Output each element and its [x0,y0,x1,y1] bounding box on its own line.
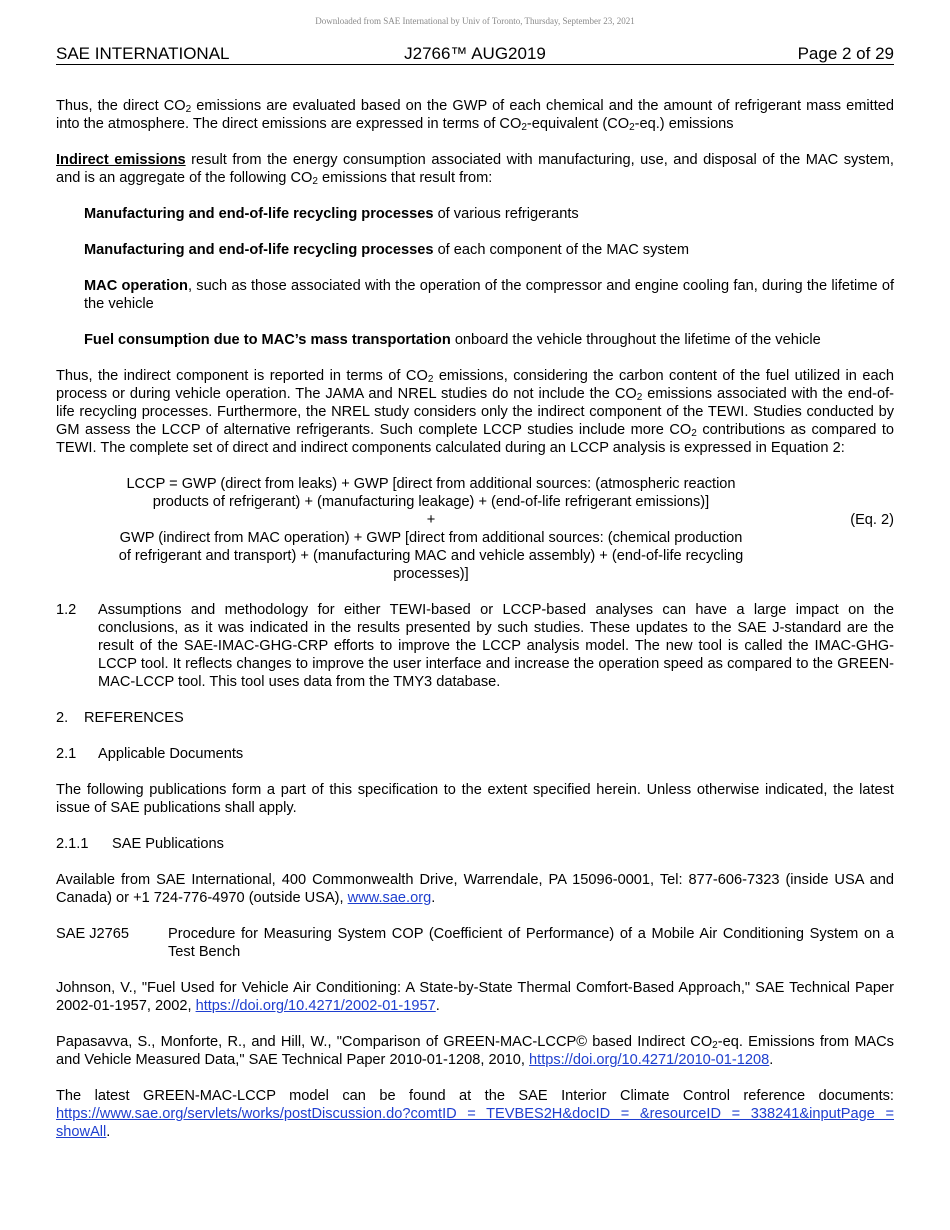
equation-label: (Eq. 2) [850,512,894,528]
reference-key: SAE J2765 [56,926,130,942]
reference-johnson: Johnson, V., "Fuel Used for Vehicle Air Conditioning: A State-by-State Thermal Comfort-Based Approach," SAE Technical Paper 2002-01-1957, 2002, https://doi.org/10.4271/2002-01-1957. [56,980,894,1014]
publisher-name: SAE INTERNATIONAL [56,44,230,63]
sae-reference-documents-link[interactable]: https://www.sae.org/servlets/works/postDiscussion.do?comtID = TEVBES2H&docID = &resourceID = 338241&inputPage = showAll [56,1106,894,1140]
page-number: Page 2 of 29 [797,44,894,63]
list-item: Manufacturing and end-of-life recycling processes of each component of the MAC system [84,242,690,258]
direct-emissions-paragraph: Thus, the direct $CO_2$ emissions are evaluated based on the GWP of each chemical and the amount of refrigerant mass emitted into the atmosphere. The direct emissions are expressed in terms of $CO_2$-equivalent $(CO_2-eq.)$ emissions [56,98,894,133]
download-watermark: Downloaded from SAE International by Univ of Toronto, Thursday, September 23, 2021 [315,16,635,26]
section-2-heading: 2. REFERENCES [56,710,184,726]
equation-2 [56,475,894,583]
indirect-emissions-term: Indirect emissions [56,152,186,168]
reference-papasavva: Papasavva, S., Monforte, R., and Hill, W., "Comparison of GREEN-MAC-LCCP© based Indirect $CO_2-eq$. Emissions from MACs and Vehicle Measured Data," SAE Technical Paper 2010-01-1208, 2010, https://doi.org/10.4271/2010-01-1208. [56,1034,894,1068]
indirect-component-paragraph: Thus, the indirect component is reported in terms of $CO_2$ emissions, considering the carbon content of the fuel utilized in each process or during vehicle operation. The JAMA and NREL studies do not include the $CO_2$ emissions associated with the end-of-life recycling processes. Furthermore, the NREL study considers only the indirect component of the TEWI. Studies conducted by GM assess the LCCP of alternative refrigerants. Such complete LCCP studies include more $CO_2$ contributions as compared to TEWI. The complete set of direct and indirect components calculated during an LCCP analysis is expressed in Equation 2: [56,368,894,456]
list-item: Fuel consumption due to MAC’s mass transportation onboard the vehicle throughout the lifetime of the vehicle [84,332,821,348]
equation-line: + [426,512,436,528]
latest-model-paragraph: The latest GREEN-MAC-LCCP model can be found at the SAE Interior Climate Control reference documents: https://www.sae.org/servlets/works/postDiscussion.do?comtID = TEVBES2H&docID = &resourceID = 338241&inputPage = showAll. [56,1088,894,1140]
availability-paragraph: Available from SAE International, 400 Commonwealth Drive, Warrendale, PA 15096-0001, Tel: 877-606-7323 (inside USA and Canada) or +1 724-776-4970 (outside USA), www.sae.org. [56,872,894,906]
reference-j2765 [56,925,894,961]
list-item: Manufacturing and end-of-life recycling processes of various refrigerants [84,206,579,222]
section-1-2 [56,601,894,691]
reference-title: Procedure for Measuring System COP (Coefficient of Performance) of a Mobile Air Conditioning System on a Test Bench [168,926,894,960]
equation-line: of refrigerant and transport) + (manufacturing MAC and vehicle assembly) + (end-of-life recycling [118,548,744,564]
sae-website-link[interactable]: www.sae.org [347,890,432,906]
equation-line: GWP (indirect from MAC operation) + GWP [direct from additional sources: (chemical production [119,530,743,546]
equation-line: processes)] [393,566,469,582]
applicable-documents-paragraph: The following publications form a part of this specification to the extent specified herein. Unless otherwise indicated, the latest issue of SAE publications shall apply. [56,782,894,816]
list-item: MAC operation, such as those associated with the operation of the compressor and engine cooling fan, during the lifetime of the vehicle [84,278,894,312]
section-2-1-1-heading: 2.1.1 SAE Publications [56,836,224,852]
johnson-doi-link[interactable]: https://doi.org/10.4271/2002-01-1957 [195,998,436,1014]
equation-line: LCCP = GWP (direct from leaks) + GWP [direct from additional sources: (atmospheric reaction [126,476,736,492]
indirect-emissions-paragraph: Indirect emissions result from the energy consumption associated with manufacturing, use, and disposal of the MAC system, and is an aggregate of the following $CO_2$ emissions that result from: [56,152,894,187]
document-number: J2766™ AUG2019 [404,44,546,63]
document-body [56,97,894,1159]
page-header [56,44,894,65]
section-2-1-heading: 2.1 Applicable Documents [56,746,244,762]
section-number: 1.2 [56,602,77,618]
papasavva-doi-link[interactable]: https://doi.org/10.4271/2010-01-1208 [529,1052,770,1068]
section-text: Assumptions and methodology for either TEWI-based or LCCP-based analyses can have a large impact on the conclusions, as it was indicated in the results presented by such studies. These updates to the SAE J-standard are the result of the SAE-IMAC-GHG-CRP efforts to improve the LCCP analysis model. The new tool is called the IMAC-GHG-LCCP tool. It reflects changes to improve the user interface and increase the operation speed as compared to the GREEN-MAC-LCCP tool. This tool uses data from the TMY3 database. [98,602,894,690]
equation-body [56,475,806,583]
equation-line: products of refrigerant) + (manufacturing leakage) + (end-of-life refrigerant emissions)] [152,494,710,510]
